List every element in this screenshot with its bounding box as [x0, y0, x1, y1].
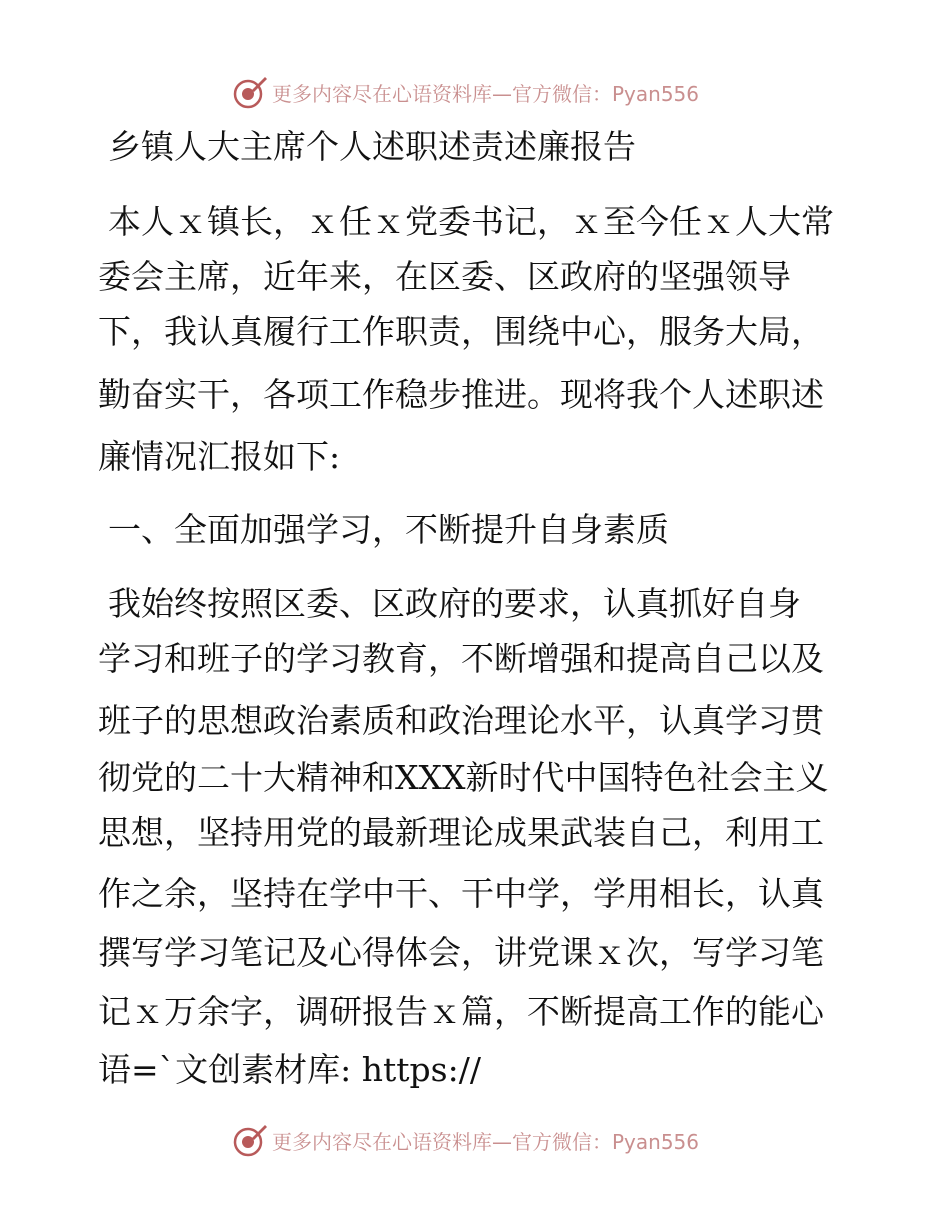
pen-circle-logo-icon	[232, 1122, 268, 1158]
paragraph-line: 学习和班子的学习教育，不断增强和提高自己以及	[98, 639, 824, 678]
section-heading: 一、全面加强学习，不断提升自身素质	[108, 510, 669, 549]
document-title: 乡镇人大主席个人述职述责述廉报告	[108, 127, 636, 166]
paragraph-line: 班子的思想政治素质和政治理论水平，认真学习贯	[98, 701, 824, 740]
paragraph-line: 语=`文创素材库: https://	[98, 1050, 481, 1089]
paragraph-line: 本人ｘ镇长，ｘ任ｘ党委书记，ｘ至今任ｘ人大常	[108, 202, 834, 241]
paragraph-line: 撰写学习笔记及心得体会，讲党课ｘ次，写学习笔	[98, 933, 824, 972]
watermark-text: 更多内容尽在心语资料库—官方微信：Pyan556	[272, 1129, 700, 1154]
paragraph-line: 思想，坚持用党的最新理论成果武装自己，利用工	[98, 813, 824, 852]
pen-circle-logo-icon	[232, 74, 268, 110]
paragraph-line: 作之余，坚持在学中干、干中学，学用相长，认真	[98, 874, 824, 913]
paragraph-line: 记ｘ万余字，调研报告ｘ篇，不断提高工作的能心	[98, 992, 824, 1031]
paragraph-line: 廉情况汇报如下:	[98, 437, 341, 476]
paragraph-line: 彻党的二十大精神和XXX新时代中国特色社会主义	[98, 758, 829, 797]
watermark-banner-top	[0, 72, 950, 112]
paragraph-line: 我始终按照区委、区政府的要求，认真抓好自身	[108, 584, 801, 623]
paragraph-line: 委会主席，近年来，在区委、区政府的坚强领导	[98, 257, 791, 296]
watermark-banner-bottom	[0, 1120, 950, 1160]
paragraph-line: 勤奋实干，各项工作稳步推进。现将我个人述职述	[98, 375, 824, 414]
paragraph-line: 下，我认真履行工作职责，围绕中心，服务大局，	[98, 312, 824, 351]
watermark-text: 更多内容尽在心语资料库—官方微信：Pyan556	[272, 81, 700, 106]
